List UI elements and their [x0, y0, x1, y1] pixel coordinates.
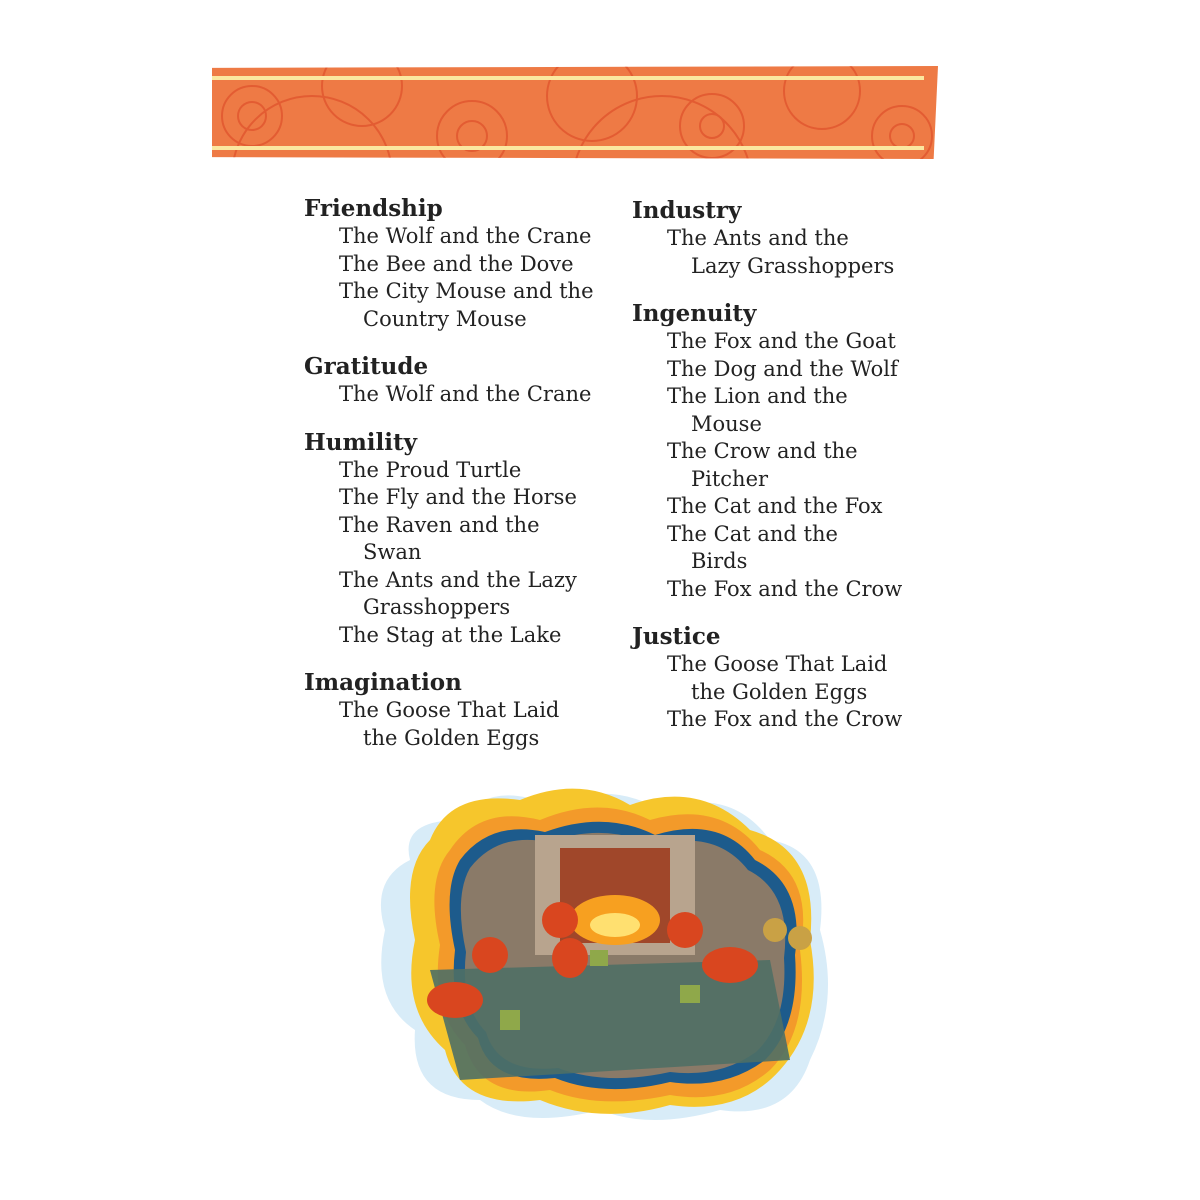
- story-title-line: The City Mouse and the: [339, 279, 594, 303]
- story-title: [632, 438, 902, 493]
- story-title-line: The Crow and the: [667, 439, 858, 463]
- story-title-line: The Wolf and the Crane: [339, 224, 592, 248]
- story-title-line: Birds: [691, 549, 748, 573]
- story-title: [304, 512, 594, 567]
- story-title-line: Pitcher: [691, 466, 769, 491]
- story-title: [304, 223, 594, 251]
- story-title: [632, 706, 902, 734]
- section-heading: Friendship: [304, 195, 443, 222]
- story-title: [304, 457, 594, 485]
- story-title-line: the Golden Eggs: [691, 679, 868, 704]
- header-banner: [212, 66, 938, 159]
- story-title-line: The Fox and the Goat: [667, 329, 896, 353]
- story-title: [632, 225, 902, 280]
- story-title: [632, 356, 902, 384]
- section-heading: Justice: [632, 623, 721, 650]
- story-title: [632, 383, 902, 438]
- story-title-line: Grasshoppers: [363, 595, 511, 619]
- story-title-line: The Fox and the Crow: [667, 707, 903, 731]
- story-title: [304, 622, 594, 650]
- banner-stripe-top: [212, 76, 924, 80]
- left-column: [304, 195, 594, 772]
- story-title-line: The Ants and the Lazy: [339, 567, 577, 592]
- story-title-line: The Ants and the: [667, 226, 849, 250]
- value-section: [304, 353, 594, 409]
- story-title-line: The Goose That Laid: [667, 652, 888, 676]
- story-title: [632, 493, 902, 521]
- story-title-line: The Lion and the: [667, 384, 848, 408]
- story-title-line: The Stag at the Lake: [339, 622, 562, 647]
- story-title: [632, 651, 902, 706]
- story-title: [632, 328, 902, 356]
- value-section: [304, 429, 594, 650]
- section-heading: Gratitude: [304, 353, 429, 380]
- story-title-line: the Golden Eggs: [363, 725, 540, 750]
- ants-fireplace-illustration: [370, 780, 840, 1125]
- value-section: [304, 669, 594, 752]
- story-title-line: Lazy Grasshoppers: [691, 253, 895, 278]
- story-title-line: Country Mouse: [363, 306, 527, 331]
- value-section: [632, 623, 902, 734]
- story-title: [304, 381, 594, 409]
- value-section: [632, 197, 902, 280]
- story-title: [304, 484, 594, 512]
- story-title-line: The Goose That Laid: [339, 698, 560, 722]
- story-title-line: Mouse: [691, 411, 762, 436]
- story-title-line: The Wolf and the Crane: [339, 382, 592, 406]
- story-title: [304, 567, 594, 622]
- story-title: [632, 521, 902, 576]
- story-title-line: The Cat and the: [667, 521, 838, 546]
- story-title: [304, 278, 594, 333]
- story-title-line: The Dog and the Wolf: [667, 356, 898, 381]
- story-title-line: The Raven and the: [339, 512, 540, 537]
- value-section: [632, 300, 902, 603]
- banner-stripe-bottom: [212, 146, 924, 150]
- story-title-line: The Cat and the Fox: [667, 494, 883, 518]
- story-title-line: The Fox and the Crow: [667, 576, 903, 601]
- story-title-line: The Bee and the Dove: [339, 251, 574, 276]
- story-title-line: The Fly and the Horse: [339, 485, 577, 509]
- section-heading: Ingenuity: [632, 300, 757, 327]
- section-heading: Industry: [632, 197, 742, 224]
- story-title-line: The Proud Turtle: [339, 457, 522, 482]
- section-heading: Imagination: [304, 669, 462, 696]
- value-section: [304, 195, 594, 333]
- story-title: [304, 697, 594, 752]
- right-column: [632, 197, 902, 754]
- story-title: [304, 251, 594, 279]
- story-title-line: Swan: [363, 540, 422, 564]
- section-heading: Humility: [304, 428, 417, 456]
- story-title: [632, 576, 902, 604]
